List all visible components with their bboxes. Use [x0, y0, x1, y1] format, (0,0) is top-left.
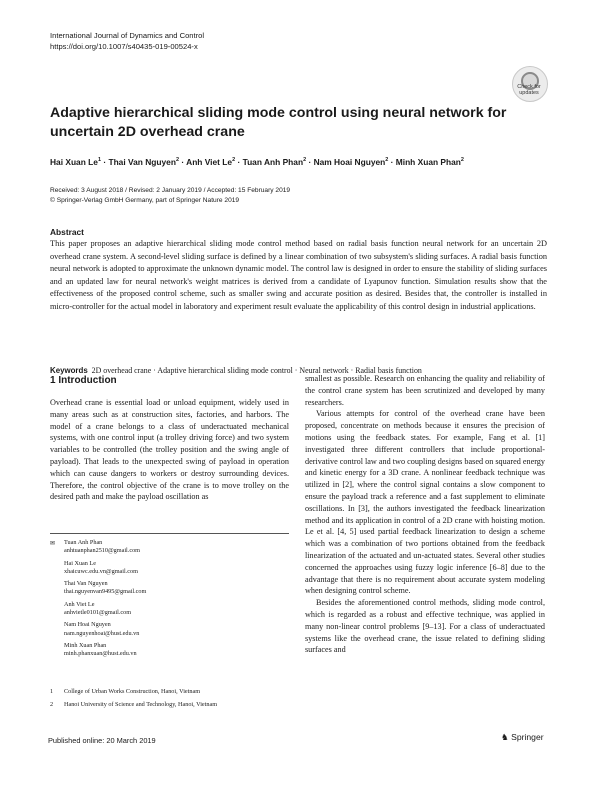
author[interactable]: Thai Van Nguyen$^2$	[108, 156, 179, 167]
publisher-name: Springer	[511, 732, 544, 742]
paragraph: Various attempts for control of the overhead crane have been proposed, concentrate on methods because it ensures the precision of motions using the feedback states. For example, Fang et al. [1] investigated three different controllers that include proportional-derivative control law and two coupling designs based on squared energy and kinetic energy for a 3D crane. A nonlinear feedback technique was utilized in [2], where the control signal contains a slow component to ensure the payload track a reference and a fast supplement to eliminate oscillations. In [3], the authors investigated the feedback linearization method and its application in control of a 2D crane with hoisting motion. Le et al. [4, 5] used partial feedback linearization to design a scheme which was a combination of two portions obtained from the feedback linearization of the actuated and un-actuated states. Several other studies concerned the approaches using fuzzy logic inference [6–8] due to the advantage that there is no requirement about accurate system modeling when designing control scheme.	[305, 409, 545, 596]
contact-entry: Tuan Anh Phan anhtuanphan2510@gmail.com	[64, 539, 290, 556]
received-dates: Received: 3 August 2018 / Revised: 2 January 2019 / Accepted: 15 February 2019	[50, 187, 291, 194]
contact-entry: Nam Hoai Nguyen nam.nguyenhoai@hust.edu.vn	[64, 621, 290, 638]
paragraph: Overhead crane is essential load or unload equipment, widely used in many areas such as at construction sites, factories, and harbors. The model of a crane belongs to a class of underactuated mechanical systems, with one control input (a trolley driving force) and two system variables to be controlled (the trolley position and the swing angle of payload). That leads to the unexpected swing of payload in operation which can cause dangers to workers or destroy surrounding devices. Therefore, the control objective of the crane is to move trolley on the desired path and make the payload oscillation as	[50, 398, 289, 502]
abstract-text: This paper proposes an adaptive hierarchical sliding mode control method based on radial basis function neural network for an uncertain 2D overhead crane system. A second-level sliding surface is defined by a linear combination of two subsystem's sliding surfaces. A radial basis function neural network is adopted to approximate the unknown dynamic model. The control law is designed in order to ensure the stability of sliding surfaces and an updated law for neural network's weight matrices is derived from a candidate of Lyapunov function. Simulation results show that the effectiveness of the proposed control scheme, such as smaller swing and accurate position as desired. Besides that, the controller is installed in micro-controller for the actual model in laboratory and experiment result evaluate the applicability of this control design in industrial applications.	[50, 239, 547, 311]
affiliation: 2 Hanoi University of Science and Technology, Hanoi, Vietnam	[50, 700, 218, 708]
author[interactable]: Anh Viet Le$^2$	[186, 156, 236, 167]
email-link[interactable]: nam.nguyenhoai@hust.edu.vn	[64, 629, 140, 637]
footnote-divider	[50, 533, 289, 534]
keywords-text: 2D overhead crane · Adaptive hierarchical sliding mode control · Neural network · Radial basis function	[91, 366, 422, 375]
copyright: © Springer-Verlag GmbH Germany, part of Springer Nature 2019	[50, 196, 240, 204]
contact-list	[50, 539, 290, 663]
contact-entry: Anh Viet Le anhvietle0101@gmail.com	[64, 601, 290, 618]
affiliation: 1 College of Urban Works Construction, Hanoi, Vietnam	[50, 688, 201, 695]
email-link[interactable]: thai.nguyenvan9495@gmail.com	[64, 588, 147, 596]
keywords-label: Keywords	[50, 366, 88, 375]
author-list: Hai Xuan $Le^1$ · Thai Van Nguyen$^2$ · Anh Viet $Le^2$ · Tuan Anh Phan$^2$ · Nam Hoai Nguyen$^2$ · Minh Xuan Phan$^2$	[50, 156, 464, 167]
journal-header	[50, 30, 204, 52]
publisher-logo	[501, 732, 544, 743]
contact-entry: Thai Van Nguyen thai.nguyenvan9495@gmail.com	[64, 580, 290, 597]
check-for-updates-label: Check for updates	[517, 84, 541, 96]
right-column	[305, 373, 545, 656]
author[interactable]: Minh Xuan Phan$^2$	[395, 156, 464, 167]
section-heading: 1 Introduction	[50, 375, 117, 386]
published-online: Published online: 20 March 2019	[48, 736, 156, 745]
affiliation-list	[50, 688, 290, 714]
email-link[interactable]: anhvietle0101@gmail.com	[64, 609, 132, 617]
abstract-heading: Abstract	[50, 227, 84, 237]
contact-entry: Minh Xuan Phan minh.phanxuan@hust.edu.vn	[64, 642, 290, 659]
journal-name: International Journal of Dynamics and Control	[50, 31, 205, 40]
envelope-icon: ✉	[50, 540, 56, 547]
springer-horse-icon: ♞	[501, 732, 509, 742]
left-column	[50, 397, 289, 503]
contact-entry: Hai Xuan Le xhaicuwc.edu.vn@gmail.com	[64, 560, 290, 577]
email-link[interactable]: anhtuanphan2510@gmail.com	[64, 547, 140, 555]
email-link[interactable]: minh.phanxuan@hust.edu.vn	[64, 650, 137, 658]
doi-link[interactable]: https://doi.org/10.1007/s40435-019-00524-x	[50, 42, 198, 51]
author[interactable]: Tuan Anh Phan$^2$	[242, 156, 307, 167]
paper-title: Adaptive hierarchical sliding mode control using neural network for uncertain 2D overhead crane	[50, 105, 507, 140]
email-link[interactable]: xhaicuwc.edu.vn@gmail.com	[64, 567, 138, 575]
publication-dates	[50, 186, 290, 205]
author[interactable]: Nam Hoai Nguyen$^2$	[313, 156, 389, 167]
paragraph: Besides the aforementioned control methods, sliding mode control, which is regarded as a robust and effective technique, was applied in many non-linear control problems [9–13]. For a class of underactuated systems like the overhead crane, the issue related to defining sliding surfaces and	[305, 598, 545, 655]
author[interactable]: Hai Xuan Le$^1$	[50, 156, 101, 167]
paragraph: smallest as possible. Research on enhancing the quality and reliability of the control crane system has been scrutinized and developed by many researchers.	[305, 374, 545, 407]
